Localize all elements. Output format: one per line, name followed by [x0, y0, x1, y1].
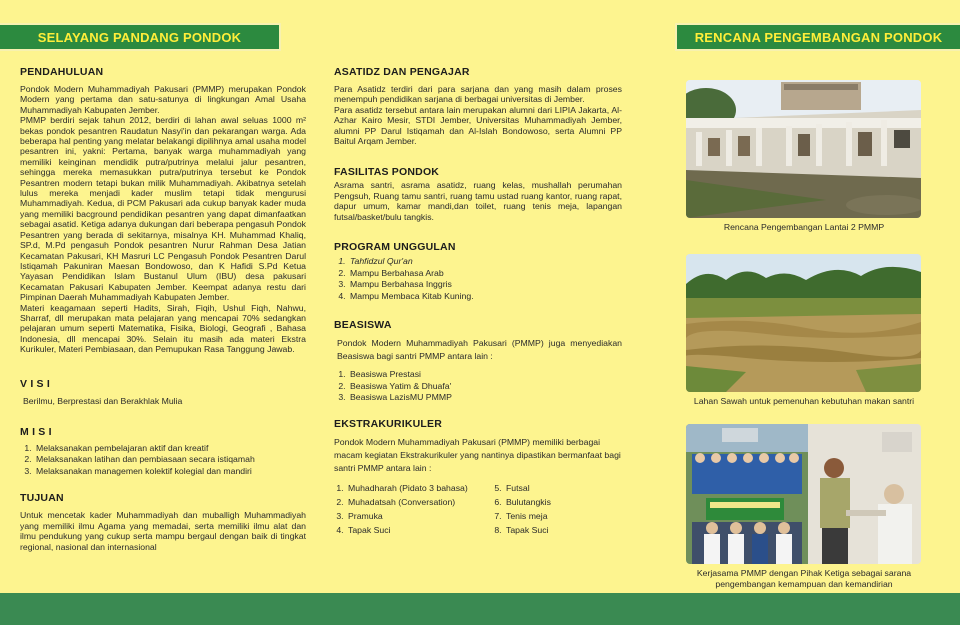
cooperation-photo [686, 424, 921, 564]
column-middle [334, 66, 622, 537]
pendahuluan-heading: PENDAHULUAN [20, 66, 104, 78]
section-banner-rencana-pengembangan [675, 23, 960, 51]
list-item: 7. Tenis meja [504, 509, 551, 523]
misi-list [20, 443, 306, 478]
list-item: 1. Tahfidzul Qur'an [348, 256, 622, 268]
ekstrakurikuler-lists [334, 481, 622, 537]
building-photo [686, 80, 921, 218]
list-item: 3. Beasiswa LazisMU PMMP [348, 392, 622, 404]
photo-caption: Rencana Pengembangan Lantai 2 PMMP [723, 222, 885, 232]
photo-cooperation [686, 424, 921, 564]
asatidz-paragraph: Para asatidz tersebut antara lain merupakan alumni dari LIPIA Jakarta, Al-Azhar Kairo Mesir, STDI Jember, Universitas Muhammadiyah Jember, alumni PP Darul Istiqamah dan Al-Islah Bondowoso, serta Alumni PP Baitul Arqam Jember. [334, 104, 622, 147]
bottom-band [0, 593, 960, 625]
photo-building-plan [686, 80, 921, 218]
asatidz-paragraph: Para Asatidz terdiri dari para sarjana dan yang masih dalam proses menempuh pendidikan sarjana di berbagai universitas di Jember. [334, 84, 622, 105]
list-item: 3. Melaksanakan managemen kolektif kolegial dan mandiri [34, 466, 306, 478]
column-left [20, 66, 306, 552]
section-banner-selayang-pandang [0, 23, 281, 51]
list-item: 2. Muhadatsah (Conversation) [346, 495, 492, 509]
beasiswa-list [334, 369, 622, 404]
beasiswa-heading: BEASISWA [334, 319, 392, 332]
program-list [334, 256, 622, 302]
ekstrakurikuler-list-left [334, 481, 492, 537]
ekstrakurikuler-text: Pondok Modern Muhammadiyah Pakusari (PMMP) memiliki berbagai macam kegiatan Ekstrakurikuler yang nantinya dipastikan bermanfaat bagi santri PMMP antara lain : [334, 436, 621, 473]
list-item: 4. Tapak Suci [346, 523, 492, 537]
list-item: 3. Mampu Berbahasa Inggris [348, 279, 622, 291]
fasilitas-heading: FASILITAS PONDOK [334, 166, 440, 179]
list-item: 5. Futsal [504, 481, 551, 495]
visi-text: Berilmu, Berprestasi dan Berakhlak Mulia [23, 395, 183, 406]
asatidz-heading: ASATIDZ DAN PENGAJAR [334, 66, 470, 78]
visi-heading: V I S I [20, 377, 50, 390]
list-item: 1. Muhadharah (Pidato 3 bahasa) [346, 481, 492, 495]
list-item: 2. Mampu Berbahasa Arab [348, 268, 622, 280]
pendahuluan-paragraph: Materi keagamaan seperti Hadits, Sirah, Fiqih, Ushul Fiqh, Nahwu, Sharraf, dll merupakan mata pelajaran yang mencapai 70% sedangkan pelajaran umum seperti Matematika, Fisika, Biologi, Geografi , Bahasa Indonesia, dll mencapai 30%. Selain itu masih ada materi Ekstra Kurikuler, Materi Pembiasaan, dan Pemupukan Rasa Tanggung Jawab. [20, 302, 306, 355]
list-item: 6. Bulutangkis [504, 495, 551, 509]
banner-title: SELAYANG PANDANG PONDOK [37, 29, 242, 45]
photo-rice-field [686, 254, 921, 392]
list-item: 1. Beasiswa Prestasi [348, 369, 622, 381]
list-item: 8. Tapak Suci [504, 523, 551, 537]
pendahuluan-paragraph: Pondok Modern Muhammadiyah Pakusari (PMMP) merupakan Pondok Modern yang pertama dan satu-satunya di lingkungan Amal Usaha Muhammadiyah Kabupaten Jember. [20, 84, 306, 115]
fasilitas-text: Asrama santri, asrama asatidz, ruang kelas, mushallah perumahan Pengsuh, Ruang tamu santri, ruang tamu ustad ruang kantor, ruang rapat, dapur umum, kamar mandi,dan toilet, ruang tenis meja, lapangan futsal/basket/bulu tangkis. [334, 180, 622, 222]
beasiswa-text: Pondok Modern Muhammadiyah Pakusari (PMMP) juga menyediakan Beasiswa bagi santri PMMP antara lain : [337, 338, 622, 362]
program-heading: PROGRAM UNGGULAN [334, 241, 456, 254]
list-item: 3. Pramuka [346, 509, 492, 523]
banner-title: RENCANA PENGEMBANGAN PONDOK [694, 29, 943, 45]
misi-heading: M I S I [20, 425, 52, 438]
list-item: 1. Melaksanakan pembelajaran aktif dan kreatif [34, 443, 306, 455]
tujuan-heading: TUJUAN [20, 492, 64, 505]
photo-caption: Kerjasama PMMP dengan Pihak Ketiga sebagai sarana pengembangan kemampuan dan kemandirian [696, 568, 912, 589]
tujuan-text: Untuk mencetak kader Muhammadiyah dan muballigh Muhammadiyah yang memiliki ilmu Agama yang memadai, serta memiliki ilmu alat dan ilmu pendukung yang cukup serta mampu bergaul dengan baik di tingkat regional, nasional dan internasional [20, 510, 306, 552]
ekstrakurikuler-heading: EKSTRAKURIKULER [334, 417, 442, 430]
ekstrakurikuler-list-right [492, 481, 551, 537]
rice-field-photo [686, 254, 921, 392]
pendahuluan-paragraph: PMMP berdiri sejak tahun 2012, berdiri di lahan awal seluas 1000 m² bekas pondok pesantren Raudatun Nasyi'in dan pekarangan warga. Ada beberapa hal penting yang melatar belakangi dipilihnya amal usaha model pesantren ini, yakni: Pertama, banyak warga muhammadiyah yang memiliki keinginan mendidik putra/putrinya melalui jalur pesantren, sehingga mereka memasukkan putra/putrinya tersebut ke Pondok Pesantren modern tetapi bukan milik Muhammadiyah. Akibatnya setelah lulus mereka menjadi kader muslim tetapi tidak mengurusi Muhammadiyah. Kedua, di PCM Pakusari ada cukup banyak kader muda yang memiliki bacground pendidikan pesantren yang dapat dimanfaatkan sebagai asatid. Ketiga adanya dukungan dari beberapa pengasuh Pondok Pesantren yang berada di sekitarnya, misalnya KH. Muhammad Khaliq, SP.d, M.Pd pengasuh Pondok pesantren Nurur Rahman Desa Jatian Kecamatan Pakusari, KH Masruri LC Pengasuh Pondok Pesantren Darul Istiqamah Pakuniran Maesan Bondowoso, dan K Hafidi S.Pd Ketua Yayasan Pendidikan Islam Bustanul Ulum (IBU) desa pakusari Kecamatan Pakusari Kabupaten Jember. Keempat adanya restu dari Pimpinan Daerah Muhammadiyah Kabupaten Jember. [20, 115, 306, 303]
photo-caption: Lahan Sawah untuk pemenuhan kebutuhan makan santri [693, 396, 915, 406]
list-item: 4. Mampu Membaca Kitab Kuning. [348, 291, 622, 303]
list-item: 2. Beasiswa Yatim & Dhuafa' [348, 381, 622, 393]
list-item: 2. Melaksanakan latihan dan pembiasaan secara istiqamah [34, 454, 306, 466]
